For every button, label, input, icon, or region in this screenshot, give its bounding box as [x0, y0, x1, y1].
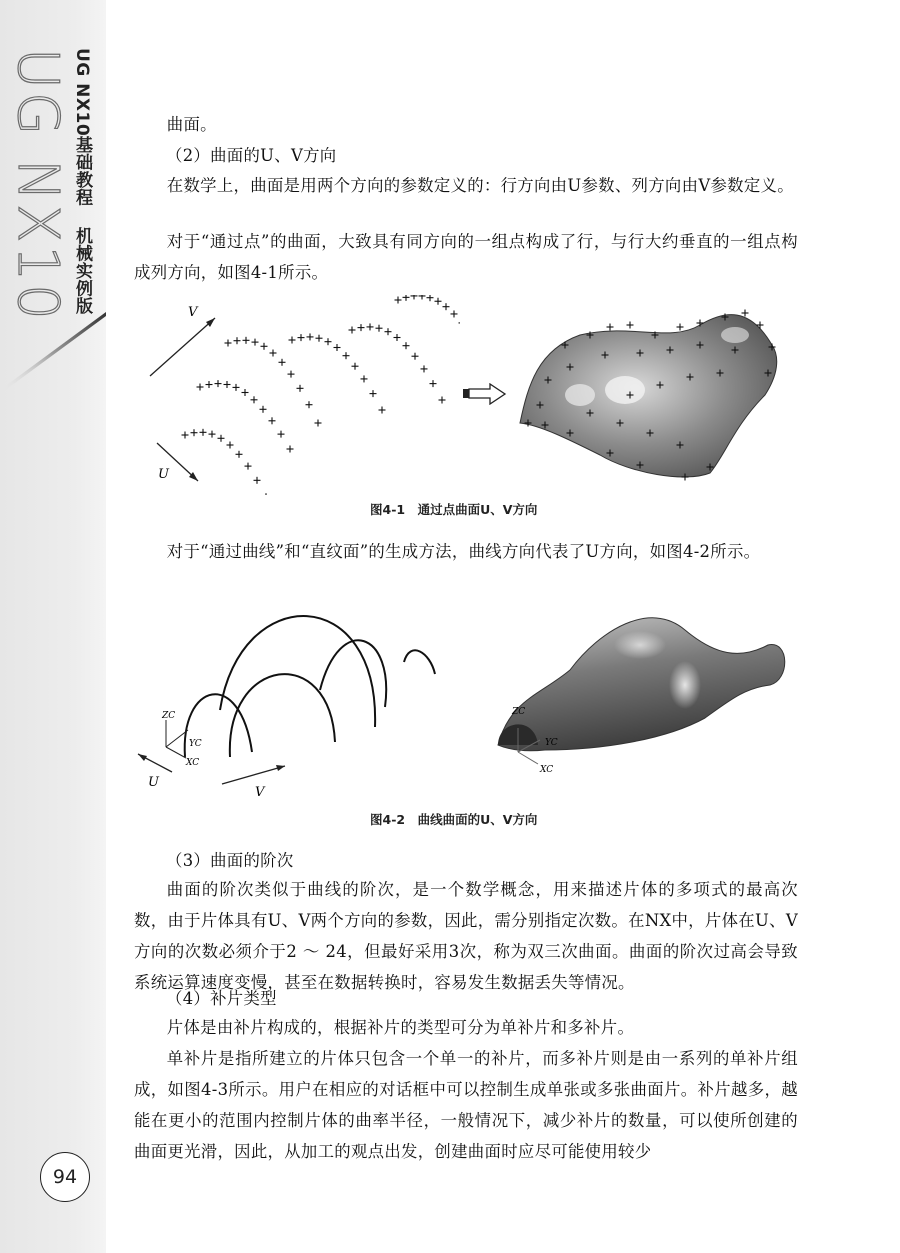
figure1-caption: 图4-1 通过点曲面U、V方向: [370, 502, 538, 517]
point-mark: [334, 344, 341, 351]
figure2-zc2-label: ZC: [512, 707, 526, 717]
point-mark: [225, 340, 232, 347]
paragraph: 曲面。: [166, 115, 217, 134]
point-mark: [451, 310, 458, 317]
point-mark: [191, 429, 198, 436]
point-mark: [261, 343, 268, 350]
point-mark: [306, 401, 313, 408]
point-mark: [325, 338, 332, 345]
figure2-v-label: V: [255, 785, 265, 800]
section-heading: （3）曲面的阶次: [166, 851, 294, 870]
point-mark: [430, 380, 437, 387]
figure2-curves: [130, 612, 470, 802]
point-mark: [263, 493, 270, 495]
point-mark: [419, 295, 426, 299]
point-mark: [361, 375, 368, 382]
book-title: [70, 48, 94, 314]
figure2-yc2-label: YC: [545, 738, 558, 748]
point-mark: [224, 381, 231, 388]
point-mark: [394, 334, 401, 341]
point-mark: [182, 432, 189, 439]
point-mark: [315, 420, 322, 427]
point-mark: [435, 298, 442, 305]
point-mark: [278, 431, 285, 438]
point-mark: [279, 359, 286, 366]
point-mark: [245, 463, 252, 470]
figure2-caption: 图4-2 曲线曲面的U、V方向: [370, 812, 538, 827]
paragraph: 曲面的阶次类似于曲线的阶次，是一个数学概念，用来描述片体的多项式的最高次数，由于片体具有U、V两个方向的参数，因此，需分别指定次数。在NX中，片体在U、V方向的次数必须介于2 ～ 24，但最好采用3次，称为双三次曲面。曲面的阶次过高会导致系统运算速度变慢，甚至在数据转换时，容易发生数据丢失等情况。: [134, 880, 798, 992]
point-mark: [251, 396, 258, 403]
paragraph: 单补片是指所建立的片体只包含一个单一的补片，而多补片则是由一系列的单补片组成，如图4-3所示。用户在相应的对话框中可以控制生成单张或多张曲面片。补片越多，越能在更小的范围内控制片体的曲率半径，一般情况下，减少补片的数量，可以使所创建的曲面更光滑，因此，从加工的观点出发，创建曲面时应尽可能使用较少: [134, 1049, 798, 1161]
point-mark: [269, 417, 276, 424]
point-mark: [421, 365, 428, 372]
figure1-point-grid: [180, 295, 460, 495]
point-mark: [316, 335, 323, 342]
point-mark: [252, 339, 259, 346]
point-mark: [627, 322, 634, 329]
section-heading: （2）曲面的U、V方向: [166, 146, 337, 165]
point-mark: [206, 381, 213, 388]
point-mark: [459, 319, 461, 326]
figure2-xc2-label: XC: [540, 765, 554, 775]
point-mark: [218, 435, 225, 442]
point-mark: [607, 324, 614, 331]
point-mark: [297, 385, 304, 392]
paragraph: 片体是由补片构成的，根据补片的类型可分为单补片和多补片。: [166, 1018, 635, 1037]
book-subtitle-text: 机械实例版: [72, 226, 92, 315]
point-mark: [215, 380, 222, 387]
point-mark: [343, 352, 350, 359]
point-mark: [412, 353, 419, 360]
point-mark: [200, 429, 207, 436]
point-mark: [370, 390, 377, 397]
figure2-yc-label: YC: [189, 739, 202, 749]
point-mark: [270, 350, 277, 357]
point-mark: [260, 406, 267, 413]
section-heading: （4）补片类型: [166, 989, 277, 1008]
point-mark: [742, 310, 749, 317]
point-mark: [367, 323, 374, 330]
point-mark: [439, 397, 446, 404]
figure2-u-label: U: [148, 775, 159, 790]
point-mark: [427, 295, 434, 301]
point-mark: [234, 337, 241, 344]
series-logo-text: UG NX10: [5, 48, 70, 323]
point-mark: [233, 384, 240, 391]
figure2-zc-label: ZC: [162, 711, 176, 721]
point-mark: [236, 451, 243, 458]
point-mark: [289, 337, 296, 344]
point-mark: [298, 334, 305, 341]
point-mark: [376, 325, 383, 332]
page-number-text: 94: [52, 1166, 78, 1188]
sidebar: [0, 0, 106, 1253]
figure1-surface: [510, 295, 780, 495]
point-mark: [287, 446, 294, 453]
sidebar-swoosh: [0, 290, 106, 710]
point-mark: [254, 477, 261, 484]
paragraph: 对于“通过点”的曲面，大致具有同方向的一组点构成了行，与行大约垂直的一组点构成列方向，如图4-1所示。: [134, 232, 798, 282]
page-number: [40, 1152, 90, 1202]
figure1-v-label: V: [188, 305, 198, 320]
point-mark: [677, 324, 684, 331]
point-mark: [197, 384, 204, 391]
point-mark: [243, 337, 250, 344]
point-mark: [358, 324, 365, 331]
point-mark: [443, 303, 450, 310]
paragraph: 对于“通过曲线”和“直纹面”的生成方法，曲线方向代表了U方向，如图4-2所示。: [166, 542, 761, 561]
point-mark: [411, 295, 418, 299]
point-mark: [349, 327, 356, 334]
point-mark: [403, 295, 410, 301]
point-mark: [395, 297, 402, 304]
point-mark: [307, 333, 314, 340]
point-mark: [379, 407, 386, 414]
point-mark: [403, 342, 410, 349]
paragraph: 在数学上，曲面是用两个方向的参数定义的：行方向由U参数、列方向由V参数定义。: [166, 176, 794, 195]
point-mark: [352, 363, 359, 370]
figure2-xc-label: XC: [186, 758, 200, 768]
point-mark: [227, 442, 234, 449]
point-mark: [288, 371, 295, 378]
point-mark: [385, 328, 392, 335]
figure1-u-label: U: [158, 467, 169, 482]
figure1-hollow-arrow: [462, 383, 507, 405]
book-title-text: UG NX10基础教程: [72, 48, 92, 207]
point-mark: [209, 431, 216, 438]
figure2-surface: [490, 600, 790, 790]
point-mark: [242, 389, 249, 396]
